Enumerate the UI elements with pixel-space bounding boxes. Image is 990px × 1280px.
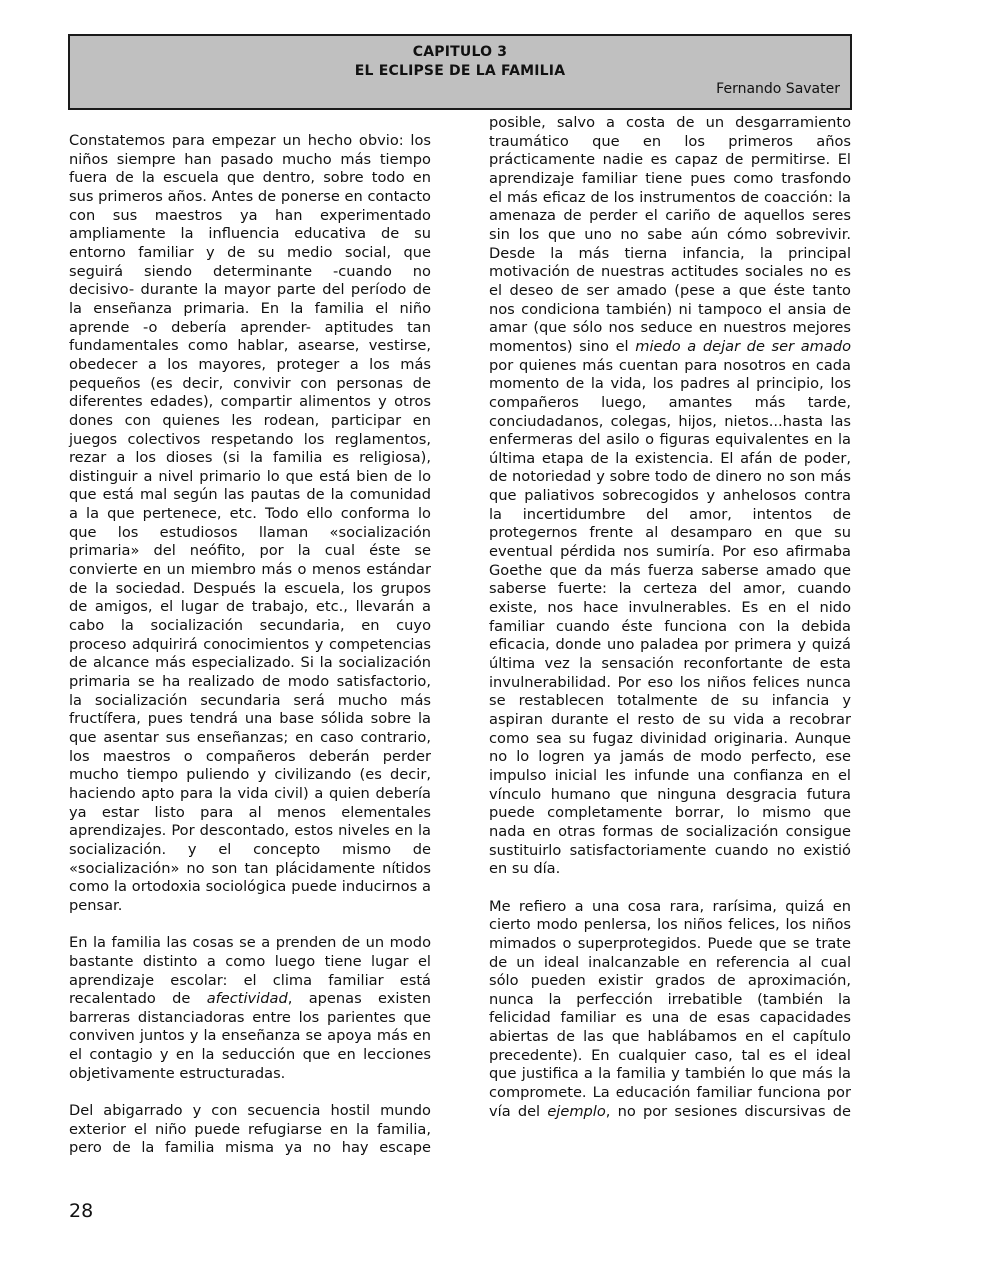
chapter-number: CAPITULO 3: [412, 44, 508, 60]
emphasis: miedo a dejar de ser amado: [635, 337, 852, 355]
emphasis: ejemplo: [547, 1102, 606, 1120]
right-column: [489, 114, 851, 1140]
paragraph: Constatemos para empezar un hecho obvio: los niños siempre han pasado mucho más tiempo fuera de la escuela que dentro, sobre todo en sus primeros años. Antes de ponerse en contacto con sus maestros ya han experimentado ampliamente la influencia educativa de su entorno familiar y de su medio social, que seguirá siendo determinante -cuando no decisivo- durante la mayor parte del período de la enseñanza primaria. En la familia el niño aprende -o debería aprender- aptitudes tan fundamentales como hablar, asearse, vestirse, obedecer a los mayores, proteger a los más pequeños (es decir, convivir con personas de diferentes edades), compartir alimentos y otros dones con quienes les rodean, participar en juegos colectivos respetando los reglamentos, rezar a los dioses (si la familia es religiosa), distinguir a nivel primario lo que está bien de lo que está mal según las pautas de la comunidad a la que pertenece, etc. Todo ello conforma lo que los estudiosos llaman «socialización primaria» del neófito, por la cual éste se convierte en un miembro más o menos estándar de la sociedad. Después la escuela, los grupos de amigos, el lugar de trabajo, etc., llevarán a cabo la socialización secundaria, en cuyo proceso adquirirá conocimientos y competencias de alcance más especializado. Si la socialización primaria se ha realizado de modo satisfactorio, la socialización secundaria será mucho más fructífera, pues tendrá una base sólida sobre la que asentar sus enseñanzas; en caso contrario, los maestros o compañeros deberán perder mucho tiempo puliendo y civilizando (es decir, haciendo apto para la vida civil) a quien debería ya estar listo para al menos elementales aprendizajes. Por descontado, estos niveles en la socialización. y el concepto mismo de «socialización» no son tan plácidamente nítidos como la ortodoxia sociológica puede inducirnos a pensar.: [69, 132, 431, 914]
chapter-header: [68, 34, 852, 110]
text-run: posible, salvo a costa de un desgarramiento traumático que en los primeros años prácticamente nadie es capaz de permitirse. El aprendizaje familiar tiene pues como trasfondo el más eficaz de los instrumentos de coacción: la amenaza de perder el cariño de aquellos seres sin los que uno no sabe aún cómo sobrevivir. Desde la más tierna infancia, la principal motivación de nuestras actitudes sociales no es el deseo de ser amado (pese a que éste tanto nos condiciona también) ni tampoco el ansia de amar (que sólo nos seduce en nuestros mejores momentos) sino el: [489, 114, 851, 355]
text-run: , apenas existen barreras distanciadoras entre los parientes que conviven juntos y la enseñanza se apoya más en el contagio y en la seducción que en lecciones objetivamente estructuradas.: [69, 990, 431, 1082]
page-number: 28: [69, 1200, 94, 1222]
left-column: [69, 132, 431, 1177]
author-name: Fernando Savater: [716, 81, 840, 97]
text-run: , no por sesiones discursivas de: [605, 1102, 852, 1120]
text-run: En la familia las cosas se a prenden de un modo bastante distinto a como luego tiene lugar el aprendizaje escolar: el clima familiar está recalentado de: [69, 934, 431, 1008]
paragraph: [69, 934, 431, 1083]
paragraph: [489, 114, 851, 879]
text-run: Me refiero a una cosa rara, rarísima, quizá en cierto modo penlersa, los niños felices, los niños mimados o superprotegidos. Puede que se trate de un ideal inalcanzable en referencia al cual sólo pueden existir grados de aproximación, nunca la perfección irrebatible (también la felicidad familiar es una de esas capacidades abiertas de las que hablábamos en el capítulo precedente). En cualquier caso, tal es el ideal que justifica a la familia y también lo que más la compromete. La educación familiar funciona por vía del: [489, 897, 851, 1120]
paragraph: Del abigarrado y con secuencia hostil mundo exterior el niño puede refugiarse en la familia, pero de la familia misma ya no hay escape: [69, 1102, 431, 1157]
paragraph: [489, 898, 851, 1122]
emphasis: afectividad: [206, 990, 288, 1008]
chapter-title: EL ECLIPSE DE LA FAMILIA: [354, 63, 566, 79]
text-run: por quienes más cuentan para nosotros en cada momento de la vida, los padres al principio, los compañeros luego, amantes más tarde, conciudadanos, colegas, hijos, nietos...hasta las enfermeras del asilo o figuras equivalentes en la última etapa de la existencia. El afán de poder, de notoriedad y sobre todo de dinero no son más que paliativos sobrecogidos y anhelosos contra la incertidumbre del amor, intentos de protegernos frente al desamparo en que su eventual pérdida nos sumiría. Por eso afirmaba Goethe que da más fuerza saberse amado que saberse fuerte: la certeza del amor, cuando existe, nos hace invulnerables. Es en el nido familiar cuando éste funciona con la debida eficacia, donde uno paladea por primera y quizá última vez la sensación reconfortante de esta invulnerabilidad. Por eso los niños felices nunca se restablecen totalmente de su infancia y aspiran durante el resto de su vida a recobrar como sea su fugaz divinidad originaria. Aunque no lo logren ya jamás de modo perfecto, ese impulso inicial les infunde una confianza en el vínculo humano que ninguna desgracia futura puede completamente borrar, lo mismo que nada en otras formas de socialización consigue sustituirlo satisfactoriamente cuando no existió en su día.: [489, 356, 851, 878]
